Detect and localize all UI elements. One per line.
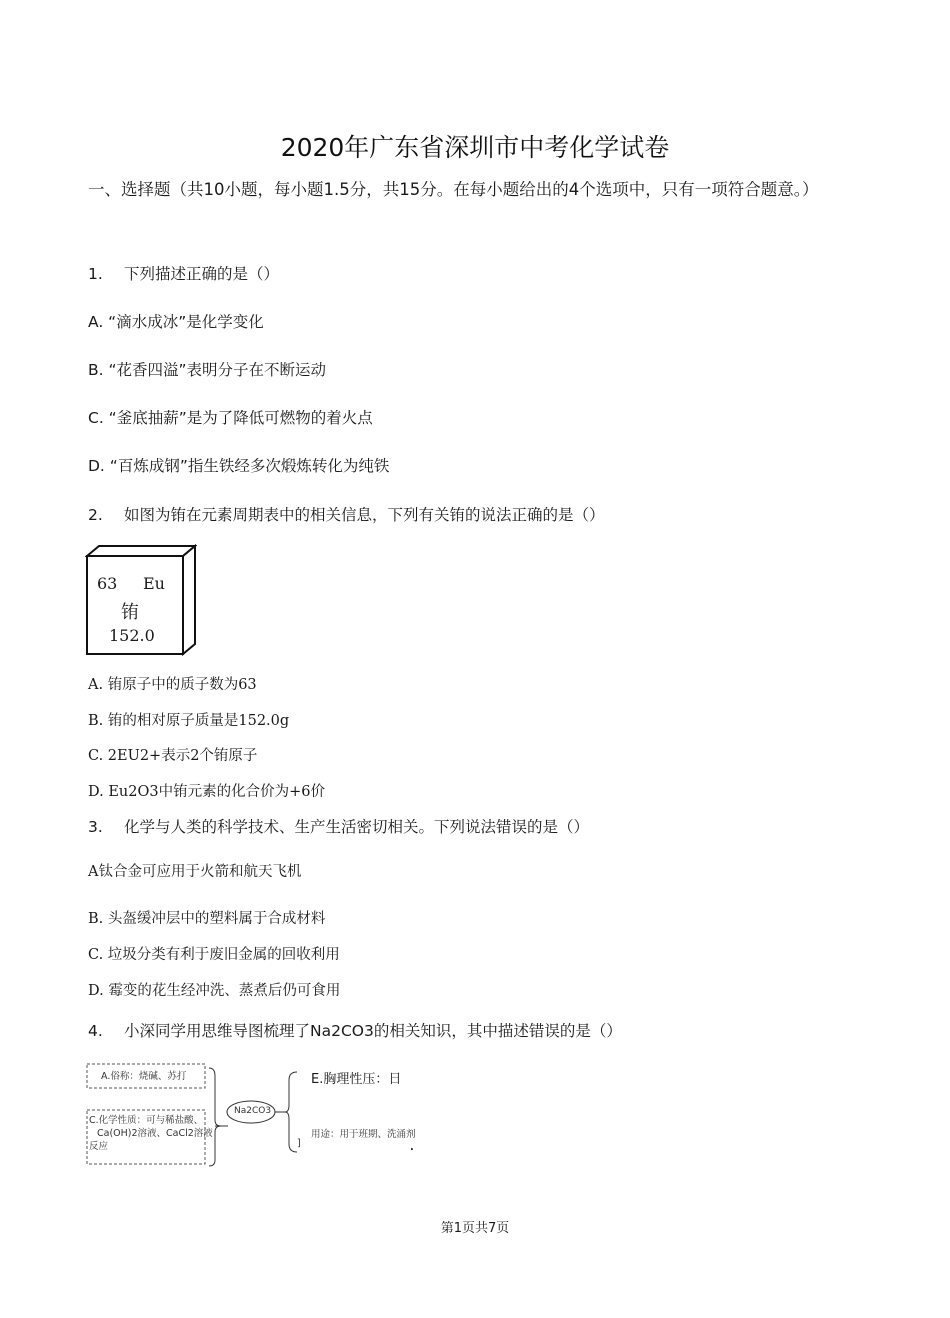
question-1-stem — [88, 262, 279, 284]
option-item: B. 头盔缓冲层中的塑料属于合成材料 — [88, 911, 326, 927]
question-text: 化学与人类的科学技术、生产生活密切相关。下列说法错误的是（） — [124, 818, 590, 836]
option-item: C. 2EU2+表示2个铕原子 — [88, 748, 258, 764]
question-4-stem — [88, 1019, 622, 1041]
page-footer: 第1页共7页 — [440, 1221, 510, 1236]
box-c-line: Ca(OH)2溶液、CaCl2溶液 — [97, 1128, 213, 1139]
question-number: 2. — [88, 506, 103, 524]
box-a-text: A.俗称：烧碱、苏打 — [101, 1071, 187, 1082]
question-number: 4. — [88, 1022, 103, 1040]
center-node: Na2CO3 — [234, 1106, 272, 1116]
question-text: 如图为铕在元素周期表中的相关信息，下列有关铕的说法正确的是（） — [124, 506, 605, 524]
question-text: 下列描述正确的是（） — [124, 265, 280, 283]
option-item: D. “百炼成钢”指生铁经多次煅炼转化为纯铁 — [88, 457, 390, 475]
element-card-figure — [85, 544, 197, 660]
section-heading: 一、选择题（共10小题，每小题1.5分，共15分。在每小题给出的4个选项中，只有一项符合题意。） — [88, 180, 819, 199]
box-c-line: C.化学性质：可与稀盐酸、 — [89, 1115, 204, 1126]
box-c-line: 反应 — [89, 1141, 109, 1152]
option-item: B. 铕的相对原子质量是152.0g — [88, 713, 290, 729]
question-2-stem — [88, 503, 605, 525]
option-item: A钛合金可应用于火箭和航天飞机 — [88, 864, 302, 880]
option-item: B. “花香四溢”表明分子在不断运动 — [88, 361, 327, 379]
atomic-number: 63 — [97, 574, 118, 593]
option-item: C. 垃圾分类有利于废旧金属的回收利用 — [88, 947, 340, 963]
mindmap-figure — [85, 1060, 425, 1174]
option-item: D. 霉变的花生经冲洗、蒸煮后仍可食用 — [88, 983, 341, 999]
question-3-stem — [88, 815, 589, 837]
page-title: 2020年广东省深圳市中考化学试卷 — [280, 133, 670, 162]
question-number: 1. — [88, 265, 103, 283]
right-d-text: 用途：用于班期、洗涌剂 — [311, 1129, 416, 1140]
option-item: D. Eu2O3中铕元素的化合价为+6价 — [88, 784, 325, 800]
question-text: 小深同学用思维导图梳理了Na2CO3的相关知识，其中描述错误的是（） — [124, 1022, 622, 1040]
box-c-text — [89, 1114, 213, 1153]
right-b-text: E.胸理性压：日 — [311, 1072, 402, 1087]
option-item: C. “釜底抽薪”是为了降低可燃物的着火点 — [88, 409, 373, 427]
element-symbol: Eu — [143, 574, 165, 593]
element-name: 铕 — [121, 602, 139, 623]
question-number: 3. — [88, 818, 103, 836]
option-item: A. “滴水成冰”是化学变化 — [88, 313, 264, 331]
stray-dot: . — [410, 1142, 414, 1153]
atomic-mass: 152.0 — [109, 626, 155, 645]
right-d-mark: ] — [297, 1138, 301, 1149]
option-item: A. 铕原子中的质子数为63 — [88, 677, 257, 693]
